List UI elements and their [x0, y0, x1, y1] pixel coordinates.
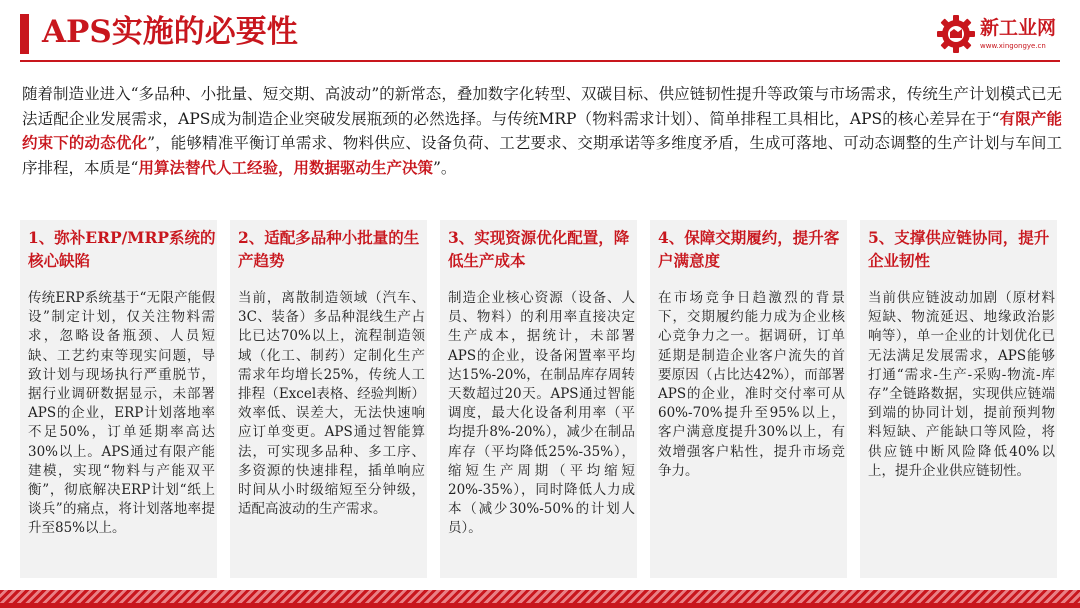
reason-card-5 [860, 220, 1057, 578]
card-body: 传统ERP系统基于“无限产能假设”制定计划，仅关注物料需求，忽略设备瓶颈、人员短缺、工艺约束等现实问题，导致计划与现场执行严重脱节，据行业调研数据显示，未部署APS的企业，ERP计划落地率不足50%，订单延期率高达30%以上。APS通过有限产能建模，实现“物料与产能双平衡”，彻底解决ERP计划“纸上谈兵”的痛点，将计划落地率提升至85%以上。 [28, 290, 215, 537]
card-title: 1、弥补ERP/MRP系统的核心缺陷 [28, 228, 216, 270]
site-logo[interactable] [936, 14, 1070, 56]
card-title: 2、适配多品种小批量的生产趋势 [238, 228, 420, 270]
card-body: 制造企业核心资源（设备、人员、物料）的利用率直接决定生产成本，据统计，未部署APS的企业，设备闲置率平均达15%-20%，在制品库存周转天数超过20天。APS通过智能调度，最大化设备利用率（平均提升8%-20%），减少在制品库存（平均降低25%-35%），缩短生产周期（平均缩短20%-35%），同时降低人力成本（减少30%-50%的计划人员）。 [448, 290, 635, 537]
reason-card-4 [650, 220, 847, 578]
reason-cards [20, 220, 1060, 580]
reason-card-2 [230, 220, 427, 578]
intro-paragraph [22, 82, 1062, 180]
title-accent-bar [20, 14, 29, 54]
card-body: 在市场竞争日趋激烈的背景下，交期履约能力成为企业核心竞争力之一。据调研，订单延期是制造企业客户流失的首要原因（占比达42%），而部署APS的企业，准时交付率可从60%-70%提升至95%以上，客户满意度提升30%以上，有效增强客户粘性，提升市场竞争力。 [658, 290, 845, 479]
card-title: 3、实现资源优化配置，降低生产成本 [448, 228, 630, 270]
intro-highlight: 有限产能约束下的动态优化 [22, 108, 1062, 152]
intro-text: ”，能够精准平衡订单需求、物料供应、设备负荷、工艺要求、交期承诺等多维度矛盾，生成可落地、可动态调整的生产计划与车间工序排程，本质是“ [22, 134, 1062, 177]
intro-text: 随着制造业进入“多品种、小批量、短交期、高波动”的新常态，叠加数字化转型、双碳目标、供应链韧性提升等政策与市场需求，传统生产计划模式已无法适配企业发展需求，APS成为制造企业突破发展瓶颈的必然选择。与传统MRP（物料需求计划）、简单排程工具相比，APS的核心差异在于“ [22, 85, 1062, 128]
reason-card-1 [20, 220, 217, 578]
footer-bar [0, 603, 1080, 608]
intro-text: ”。 [432, 158, 457, 177]
header-divider [20, 60, 1060, 62]
card-title: 4、保障交期履约，提升客户满意度 [658, 228, 840, 270]
logo-name: 新工业网 [980, 17, 1057, 39]
card-body: 当前，离散制造领域（汽车、3C、装备）多品种混线生产占比已达70%以上，流程制造领域（化工、制药）定制化生产需求年均增长25%，传统人工排程（Excel表格、经验判断）效率低、误差大，无法快速响应订单变更。APS通过智能算法，可实现多品种、多工序、多资源的快速排程，插单响应时间从小时级缩短至分钟级，适配高波动的生产需求。 [238, 290, 425, 518]
logo-url: www.xingongye.cn [980, 42, 1046, 50]
card-body: 当前供应链波动加剧（原材料短缺、物流延迟、地缘政治影响等），单一企业的计划优化已无法满足发展需求，APS能够打通“需求-生产-采购-物流-库存”全链路数据，实现供应链端到端的协同计划，提前预判物料短缺、产能缺口等风险，将供应链中断风险降低40%以上，提升企业供应链韧性。 [868, 290, 1055, 479]
page-title: APS实施的必要性 [42, 14, 298, 50]
gear-logo-icon [936, 14, 976, 54]
intro-highlight: 用算法替代人工经验，用数据驱动生产决策 [138, 157, 433, 177]
reason-card-3 [440, 220, 637, 578]
card-title: 5、支撑供应链协同，提升企业韧性 [868, 228, 1050, 270]
